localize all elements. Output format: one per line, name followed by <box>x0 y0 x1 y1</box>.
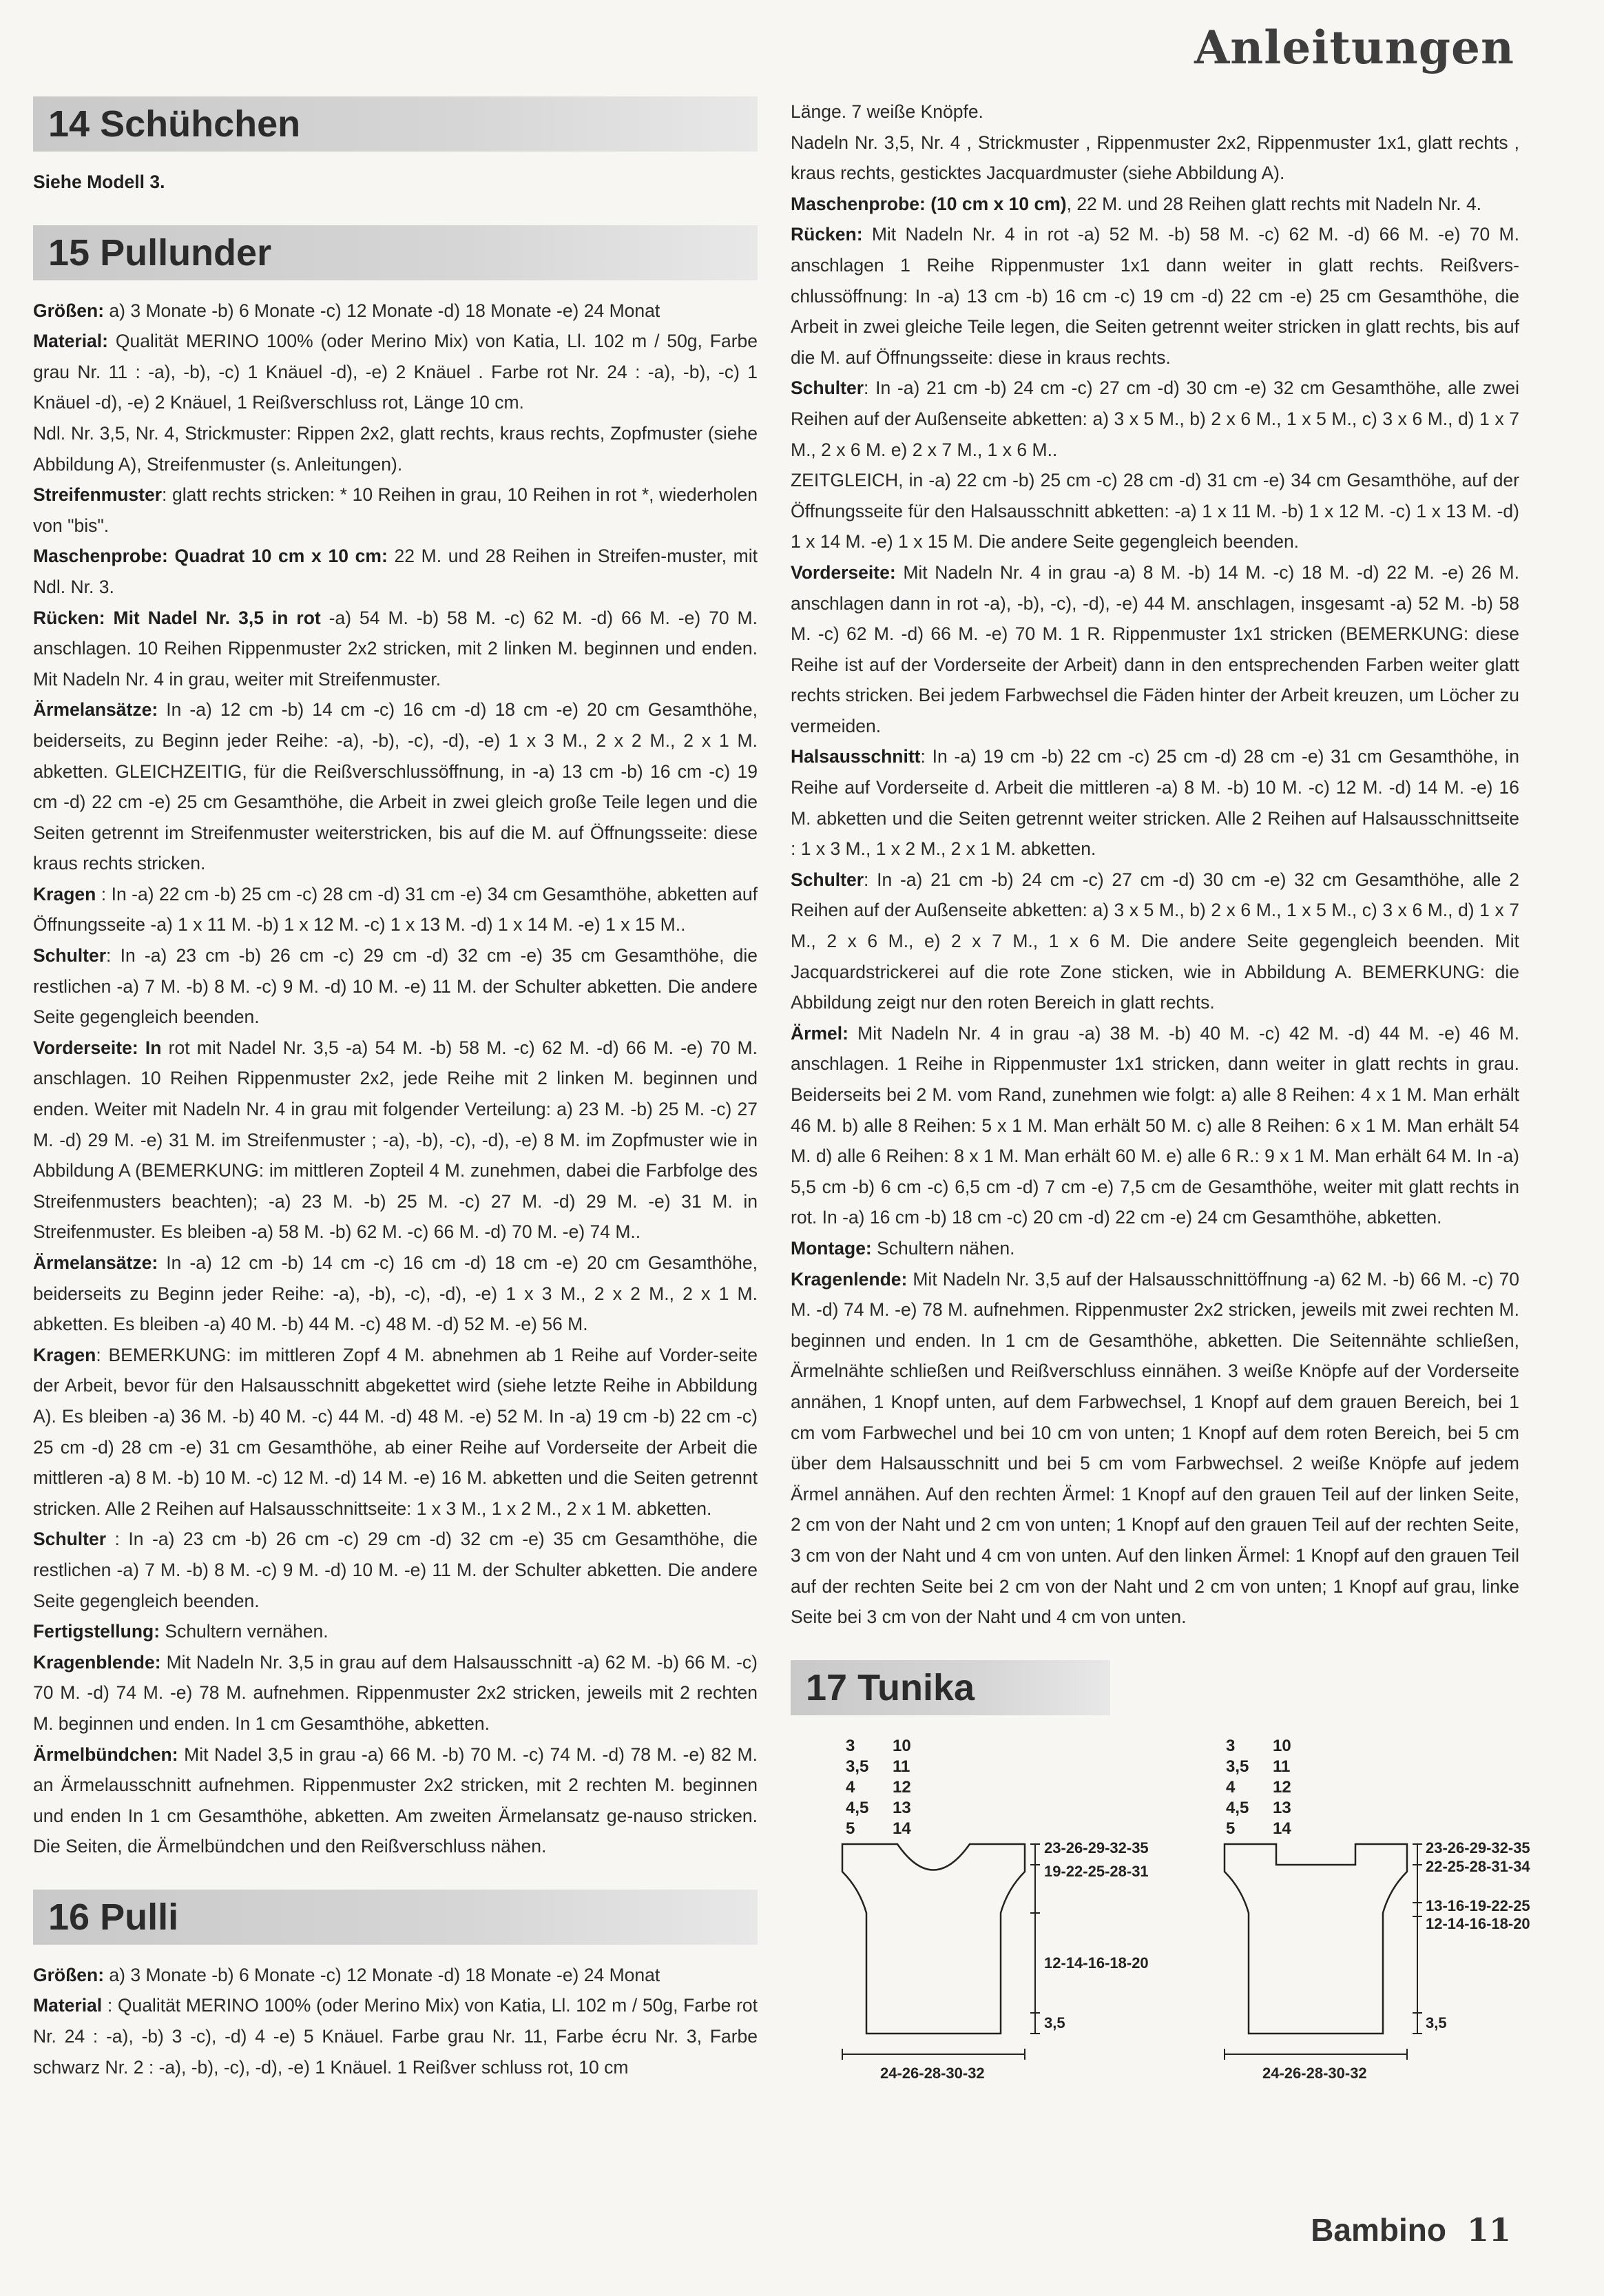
paragraph-text: In -a) 12 cm -b) 14 cm -c) 16 cm -d) 18 cm -e) 20 cm Gesamthöhe, beiderseits zu Beginn jeder Reihe: -a), -b), -c), -d), -e) 1 x 3 M., 2 x 2 M., 2 x 1 M. abketten. Es bleiben -a) 40 M. -b) 44 M. -c) 48 M. -d) 52 M. -e) 56 M. <box>33 1252 758 1335</box>
needle-size: 4 <box>846 1777 855 1797</box>
needle-size: 14 <box>1273 1819 1291 1838</box>
measure-label: 23-26-29-32-35 <box>1426 1839 1530 1857</box>
paragraph <box>33 296 758 327</box>
paragraph <box>33 1647 758 1739</box>
paragraph <box>791 1018 1519 1233</box>
paragraph-label: Schulter <box>791 869 864 890</box>
needle-size: 14 <box>893 1819 911 1838</box>
paragraph-label: Vorderseite: <box>791 561 896 583</box>
paragraph-text: , 22 M. und 28 Reihen glatt rechts mit Nadeln Nr. 4. <box>1066 193 1482 214</box>
needle-size: 11 <box>893 1757 910 1776</box>
paragraph <box>33 694 758 879</box>
needle-size: 11 <box>1273 1757 1291 1776</box>
paragraph-label: Montage: <box>791 1237 872 1259</box>
paragraph-label: Fertigstellung: <box>33 1621 160 1642</box>
paragraph <box>791 465 1519 557</box>
paragraph-label: Material: <box>33 331 108 352</box>
paragraph-text: : In -a) 23 cm -b) 26 cm -c) 29 cm -d) 32 cm -e) 35 cm Gesamthöhe, die restlichen -a) 7 M. -b) 8 M. -c) 9 M. -d) 10 M. -e) 11 M. der Schulter abketten. Die andere Seite gegengleich beenden. <box>33 945 758 1028</box>
magazine-name: Bambino <box>1311 2212 1446 2248</box>
paragraph-text: : In -a) 22 cm -b) 25 cm -c) 28 cm -d) 31 cm -e) 34 cm Gesamthöhe, abketten auf Öffnungsseite -a) 1 x 11 M. -b) 1 x 12 M. -c) 1 x 13 M. -d) 1 x 14 M. -e) 1 x 15 M.. <box>33 883 758 935</box>
back-piece-outline <box>842 1844 1025 2034</box>
paragraph-label: Schulter <box>33 945 107 966</box>
paragraph <box>33 879 758 940</box>
measure-label: 12-14-16-18-20 <box>1426 1914 1530 1932</box>
paragraph-text: Länge. 7 weiße Knöpfe. <box>791 101 983 122</box>
paragraph-label: Kragenlende: <box>791 1268 908 1290</box>
paragraph <box>791 557 1519 742</box>
paragraph-text: : BEMERKUNG: im mittleren Zopf 4 M. abnehmen ab 1 Reihe auf Vorder-seite der Arbeit, bevor für den Halsausschnitt abgekettet wird (siehe letzte Reihe in Abbildung A). Es bleiben -a) 36 M. -b) 40 M. -c) 44 M. -d) 48 M. -e) 52 M. In -a) 19 cm -b) 22 cm -c) 25 cm -d) 28 cm -e) 31 cm Gesamthöhe, ab einer Reihe auf Vorderseite der Arbeit die mittleren -a) 8 M. -b) 10 M. -c) 12 M. -d) 14 M. -e) 16 M. abketten und die Seiten getrennt stricken. Alle 2 Reihen auf Halsausschnittseite: 1 x 3 M., 1 x 2 M., 2 x 1 M. abketten. <box>33 1344 758 1519</box>
paragraph-label: Material <box>33 1995 103 2016</box>
paragraph <box>791 1233 1519 1264</box>
measure-label: 3,5 <box>1426 2014 1447 2031</box>
measure-label: 22-25-28-31-34 <box>1426 1857 1530 1875</box>
left-column <box>33 96 758 2082</box>
paragraph-text: Mit Nadeln Nr. 4 in grau -a) 38 M. -b) 40 M. -c) 42 M. -d) 44 M. -e) 46 M. anschlagen. 1 Reihe in Rippenmuster 1x1 stricken, dann weiter in glatt rechts in grau. Beiderseits bei 2 M. vom Rand, zunehmen wie folgt: a) alle 8 Reihen: 4 x 1 M. Man erhält 46 M. b) alle 8 Reihen: 5 x 1 M. Man erhält 50 M. c) alle 8 Reihen: 6 x 1 M. Man erhält 54 M. d) alle 6 Reihen: 8 x 1 M. Man erhält 60 M. e) alle 6 R.: 9 x 1 M. Man erhält 64 M. In -a) 5,5 cm -b) 6 cm -c) 6,5 cm -d) 7 cm -e) 7,5 cm de Gesamthöhe, weiter mit glatt rechts in rot. In -a) 16 cm -b) 18 cm -c) 20 cm -d) 22 cm -e) 24 cm Gesamthöhe, abketten. <box>791 1022 1519 1228</box>
paragraph <box>33 1739 758 1862</box>
paragraph-text: : In -a) 21 cm -b) 24 cm -c) 27 cm -d) 30 cm -e) 32 cm Gesamthöhe, alle 2 Reihen auf der Außenseite abketten: a) 3 x 5 M., b) 2 x 6 M., 1 x 5 M., c) 3 x 6 M., d) 1 x 7 M., 2 x 6 M., e) 2 x 7 M., 1 x 6 M. Die andere Seite gegengleich beenden. Mit Jacquardstrickerei auf die rote Zone sticken, wie in Abbildung A. BEMERKUNG: die Abbildung zeigt nur den roten Bereich in glatt rechts. <box>791 869 1519 1013</box>
paragraph <box>791 741 1519 864</box>
paragraph-label: Rücken: <box>791 224 863 245</box>
page-footer <box>1311 2211 1511 2248</box>
paragraph-label: Halsausschnitt <box>791 746 921 767</box>
paragraph-text: 22 M. und 28 Reihen in Streifen-muster, mit Ndl. Nr. 3. <box>33 546 758 597</box>
section-title-15: 15 Pullunder <box>33 225 758 280</box>
section-16-body <box>33 1960 758 2082</box>
measure-label: 3,5 <box>1044 2014 1065 2031</box>
needle-size: 3 <box>1226 1736 1236 1755</box>
paragraph-label: Größen: <box>33 1964 105 1985</box>
paragraph <box>791 1264 1519 1633</box>
section-title-17: 17 Tunika <box>791 1660 1110 1715</box>
section-title-16: 16 Pulli <box>33 1890 758 1945</box>
paragraph <box>33 1340 758 1524</box>
paragraph-text: Schultern nähen. <box>871 1237 1015 1259</box>
needle-size: 3 <box>846 1736 855 1755</box>
paragraph-label: Vorderseite: In <box>33 1037 162 1058</box>
paragraph <box>33 1524 758 1616</box>
paragraph-text: : Qualität MERINO 100% (oder Merino Mix) von Katia, Ll. 102 m / 50g, Farbe rot Nr. 24 : -a), -b) 3 -c), -d) 4 -e) 5 Knäuel. Farbe grau Nr. 11, Farbe écru Nr. 3, Farbe schwarz Nr. 2 : -a), -b), -c), -d), -e) 1 Knäuel. 1 Reißver schluss rot, 10 cm <box>33 1995 758 2078</box>
paragraph <box>33 479 758 541</box>
paragraph <box>33 326 758 418</box>
paragraph-text: Mit Nadeln Nr. 4 in rot -a) 52 M. -b) 58 M. -c) 62 M. -d) 66 M. -e) 70 M. anschlagen 1 Reihe Rippenmuster 1x1 dann weiter in glatt rechts. Reißvers-chlussöffnung: In -a) 13 cm -b) 16 cm -c) 19 cm -d) 22 cm -e) 25 cm Gesamthöhe, die Arbeit in zwei gleiche Teile legen, die Seiten getrennt weiter stricken in glatt rechts, bis auf die M. auf Öffnungsseite: diese in kraus rechts. <box>791 224 1519 368</box>
section-15-body <box>33 296 758 1862</box>
needle-size: 4,5 <box>1226 1798 1249 1817</box>
needle-size: 5 <box>846 1819 855 1838</box>
paragraph-text: Mit Nadeln Nr. 4 in grau -a) 8 M. -b) 14 M. -c) 18 M. -d) 22 M. -e) 26 M. anschlagen dann in rot -a), -b), -c), -d), -e) 44 M. anschlagen, insgesamt -a) 52 M. -b) 58 M. -c) 62 M. -d) 66 M. -e) 70 M. 1 R. Rippenmuster 1x1 stricken (BEMERKUNG: diese Reihe ist auf der Vorderseite der Arbeit) dann in den entsprechenden Farben weiter glatt rechts stricken. Bei jedem Farbwechsel die Fäden hinter der Arbeit kreuzen, um Löcher zu vermeiden. <box>791 561 1519 736</box>
paragraph-label: Ärmel: <box>791 1022 848 1044</box>
note-text: Siehe Modell 3. <box>33 172 165 192</box>
paragraph-text: : In -a) 23 cm -b) 26 cm -c) 29 cm -d) 32 cm -e) 35 cm Gesamthöhe, die restlichen -a) 7 M. -b) 8 M. -c) 9 M. -d) 10 M. -e) 11 M. der Schulter abketten. Die andere Seite gegengleich beenden. <box>33 1529 758 1611</box>
page-header: Anleitungen <box>1194 21 1514 74</box>
paragraph-label: Schulter <box>791 378 864 399</box>
paragraph <box>791 373 1519 465</box>
paragraph-label: Größen: <box>33 300 105 321</box>
paragraph-text: Nadeln Nr. 3,5, Nr. 4 , Strickmuster , Rippenmuster 2x2, Rippenmuster 1x1, glatt rechts , kraus rechts, gesticktes Jacquardmuster (siehe Abbildung A). <box>791 132 1519 184</box>
needle-size: 4,5 <box>846 1798 869 1817</box>
paragraph-text: : glatt rechts stricken: * 10 Reihen in grau, 10 Reihen in rot *, wiederholen von "bis". <box>33 484 758 536</box>
paragraph-text: In -a) 12 cm -b) 14 cm -c) 16 cm -d) 18 cm -e) 20 cm Gesamthöhe, beiderseits, zu Beginn jeder Reihe: -a), -b), -c), -d), -e) 1 x 3 M., 2 x 2 M., 2 x 1 M. abketten. GLEICHZEITIG, für die Reißverschlussöffnung, in -a) 13 cm -b) 16 cm -c) 19 cm -d) 22 cm -e) 25 cm Gesamthöhe, die Arbeit in zwei gleich große Teile legen und die Seiten getrennt im Streifenmuster weiterstricken, bis auf die M. auf Öffnungsseite: diese kraus rechts stricken. <box>33 699 758 874</box>
measure-label: 13-16-19-22-25 <box>1426 1896 1530 1914</box>
paragraph <box>791 96 1519 127</box>
paragraph <box>33 1033 758 1248</box>
paragraph-label: Ärmelbündchen: <box>33 1744 178 1765</box>
paragraph-label: Ärmelansätze: <box>33 1252 158 1273</box>
needle-size: 12 <box>893 1777 911 1797</box>
paragraph-text: : In -a) 19 cm -b) 22 cm -c) 25 cm -d) 28 cm -e) 31 cm Gesamthöhe, in Reihe auf Vorderseite d. Arbeit die mittleren -a) 8 M. -b) 10 M. -c) 12 M. -d) 14 M. -e) 16 M. abketten und die Seiten getrennt weiter stricken. Alle 2 Reihen auf Halsausschnittseite : 1 x 3 M., 1 x 2 M., 2 x 1 M. abketten. <box>791 746 1519 860</box>
right-column <box>791 96 1530 2089</box>
paragraph-text: a) 3 Monate -b) 6 Monate -c) 12 Monate -d) 18 Monate -e) 24 Monat <box>104 300 660 321</box>
measure-label: 12-14-16-18-20 <box>1044 1954 1149 1972</box>
paragraph <box>33 418 758 479</box>
section-16-continued <box>791 96 1519 1633</box>
paragraph-text: Ndl. Nr. 3,5, Nr. 4, Strickmuster: Rippen 2x2, glatt rechts, kraus rechts, Zopfmuster (siehe Abbildung A), Streifenmuster (s. Anleitungen). <box>33 422 758 475</box>
paragraph-label: Maschenprobe: (10 cm x 10 cm) <box>791 193 1067 214</box>
paragraph <box>33 1960 758 1991</box>
paragraph-text: : In -a) 21 cm -b) 24 cm -c) 27 cm -d) 30 cm -e) 32 cm Gesamthöhe, alle zwei Reihen auf der Außenseite abketten: a) 3 x 5 M., b) 2 x 6 M., 1 x 5 M., c) 3 x 6 M., d) 1 x 7 M., 2 x 6 M. e) 2 x 7 M., 1 x 6 M.. <box>791 378 1519 460</box>
paragraph <box>33 1248 758 1340</box>
needle-size: 12 <box>1273 1777 1291 1797</box>
paragraph <box>33 1990 758 2082</box>
paragraph-label: Schulter <box>33 1529 107 1550</box>
paragraph <box>791 865 1519 1018</box>
paragraph <box>33 940 758 1033</box>
needle-size: 13 <box>1273 1798 1291 1817</box>
paragraph <box>33 541 758 602</box>
paragraph <box>33 603 758 695</box>
paragraph-label: Kragen <box>33 1344 96 1365</box>
paragraph-text: Mit Nadel 3,5 in grau -a) 66 M. -b) 70 M. -c) 74 M. -d) 78 M. -e) 82 M. an Ärmelausschnitt aufnehmen. Rippenmuster 2x2 stricken, mit 2 rechten M. beginnen und enden In 1 cm Gesamthöhe, abketten. Am zweiten Ärmelansatz ge-nauso stricken. Die Seiten, die Ärmelbündchen und den Reißverschluss nähen. <box>33 1744 758 1857</box>
needle-size: 3,5 <box>846 1757 869 1776</box>
section-title-14: 14 Schühchen <box>33 96 758 152</box>
measure-label: 23-26-29-32-35 <box>1044 1839 1149 1857</box>
width-label: 24-26-28-30-32 <box>1262 2064 1367 2082</box>
paragraph <box>791 219 1519 373</box>
needle-size: 10 <box>1273 1736 1291 1755</box>
needle-size: 5 <box>1226 1819 1236 1838</box>
paragraph-label: Rücken: Mit Nadel Nr. 3,5 in rot <box>33 607 321 628</box>
paragraph <box>33 1616 758 1647</box>
paragraph-text: ZEITGLEICH, in -a) 22 cm -b) 25 cm -c) 28 cm -d) 31 cm -e) 34 cm Gesamthöhe, auf der Öffnungsseite für den Halsausschnitt abketten: -a) 1 x 11 M. -b) 1 x 12 M. -c) 1 x 13 M. -d) 1 x 14 M. -e) 1 x 15 M. Die andere Seite gegengleich beenden. <box>791 470 1519 552</box>
needle-size: 3,5 <box>1226 1757 1249 1776</box>
paragraph-label: Kragen <box>33 883 96 904</box>
page-number: 11 <box>1466 2211 1511 2248</box>
section-14-note <box>33 167 758 198</box>
paragraph-label: Streifenmuster <box>33 484 163 506</box>
width-label: 24-26-28-30-32 <box>880 2064 985 2082</box>
paragraph-label: Ärmelansätze: <box>33 699 158 721</box>
needle-size: 4 <box>1226 1777 1236 1797</box>
front-piece-outline <box>1225 1844 1407 2034</box>
paragraph-text: Mit Nadeln Nr. 3,5 auf der Halsausschnittöffnung -a) 62 M. -b) 66 M. -c) 70 M. -d) 74 M. -e) 78 M. aufnehmen. Rippenmuster 2x2 stricken, jeweils mit zwei rechten M. beginnen und enden. In 1 cm de Gesamthöhe, abketten. Die Seitennähte schließen, Ärmelnähte schließen und Reißverschluss einnähen. 3 weiße Knöpfe auf der Vorderseite annähen, 1 Knopf unten, auf dem Farbwechsel, 1 Knopf auf dem grauen Bereich, bei 1 cm vom Farbwechel und bei 10 cm von unten; 1 Knopf auf dem roten Bereich, bei 5 cm über dem Halsausschnitt und bei 5 cm vom Farbwechsel. 2 weiße Knöpfe auf jedem Ärmel annähen. Auf den rechten Ärmel: 1 Knopf auf den grauen Teil auf der linken Seite, 2 cm von der Naht und 2 cm von unten; 1 Knopf auf den grauen Teil auf der rechten Seite, 3 cm von der Naht und 4 cm von unten. Auf den linken Ärmel: 1 Knopf auf den grauen Teil auf der rechten Seite bei 2 cm von der Naht und 2 cm von unten; 1 Knopf auf grau, linke Seite bei 3 cm von der Naht und 4 cm von unten. <box>791 1268 1519 1628</box>
needle-size: 10 <box>893 1736 911 1755</box>
paragraph-text: Mit Nadeln Nr. 3,5 in grau auf dem Halsausschnitt -a) 62 M. -b) 66 M. -c) 70 M. -d) 74 M. -e) 78 M. aufnehmen. Rippenmuster 2x2 stricken, jeweils mit 2 rechten M. beginnen und enden. In 1 cm Gesamthöhe, abketten. <box>33 1651 758 1734</box>
paragraph-text: rot mit Nadel Nr. 3,5 -a) 54 M. -b) 58 M. -c) 62 M. -d) 66 M. -e) 70 M. anschlagen. 10 Reihen Rippenmuster 2x2, jede Reihe mit 2 linken M. beginnen und enden. Weiter mit Nadeln Nr. 4 in grau mit folgender Verteilung: a) 23 M. -b) 25 M. -c) 27 M. -d) 29 M. -e) 31 M. im Streifenmuster ; -a), -b), -c), -d), -e) 8 M. im Zopfmuster wie in Abbildung A (BEMERKUNG: im mittleren Zopteil 4 M. zunehmen, dabei die Farbfolge des Streifenmusters beachten); -a) 23 M. -b) 25 M. -c) 27 M. -d) 29 M. -e) 31 M. in Streifenmuster. Es bleiben -a) 58 M. -b) 62 M. -c) 66 M. -d) 70 M. -e) 74 M.. <box>33 1037 758 1243</box>
measure-label: 19-22-25-28-31 <box>1044 1862 1149 1880</box>
paragraph <box>791 189 1519 220</box>
paragraph-text: Qualität MERINO 100% (oder Merino Mix) von Katia, Ll. 102 m / 50g, Farbe grau Nr. 11 : -a), -b), -c) 1 Knäuel -d), -e) 2 Knäuel . Farbe rot Nr. 24 : -a), -b), -c) 1 Knäuel -d), -e) 2 Knäuel, 1 Reißverschluss rot, Länge 10 cm. <box>33 331 758 413</box>
tunika-schematic <box>791 1730 1530 2089</box>
paragraph-text: a) 3 Monate -b) 6 Monate -c) 12 Monate -d) 18 Monate -e) 24 Monat <box>104 1964 660 1985</box>
needle-size: 13 <box>893 1798 911 1817</box>
tunika-diagrams <box>791 1730 1530 2089</box>
paragraph <box>791 127 1519 189</box>
paragraph-text: Schultern vernähen. <box>160 1621 329 1642</box>
paragraph-text: -a) 54 M. -b) 58 M. -c) 62 M. -d) 66 M. -e) 70 M. anschlagen. 10 Reihen Rippenmuster 2x2 stricken, mit 2 linken M. beginnen und enden. Mit Nadeln Nr. 4 in grau, weiter mit Streifenmuster. <box>33 607 758 690</box>
paragraph-label: Kragenblende: <box>33 1651 161 1673</box>
paragraph-label: Maschenprobe: Quadrat 10 cm x 10 cm: <box>33 546 388 567</box>
